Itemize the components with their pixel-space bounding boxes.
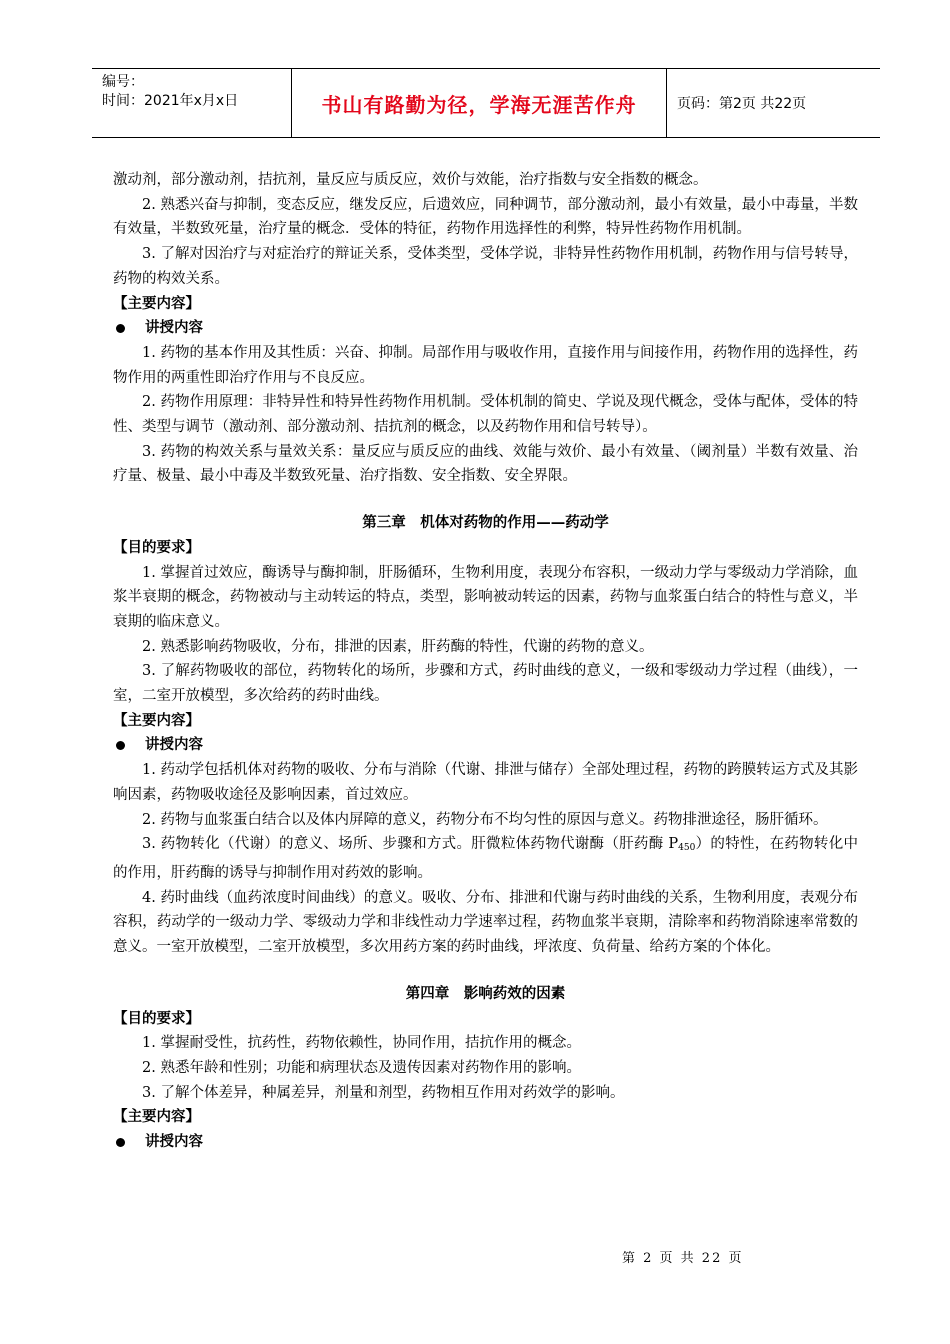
paragraph: 1. 药物的基本作用及其性质：兴奋、抑制。局部作用与吸收作用，直接作用与间接作用，药物作用的选择性，药物作用的两重性即治疗作用与不良反应。 (113, 344, 858, 386)
paragraph: 激动剂，部分激动剂，拮抗剂，量反应与质反应，效价与效能，治疗指数与安全指数的概念。 (113, 172, 708, 188)
header-meta (92, 69, 292, 137)
paragraph (113, 832, 858, 885)
chapter-title: 第四章 影响药效的因素 (405, 984, 566, 1002)
bullet-dot-icon (116, 324, 125, 333)
paragraph: 3. 了解个体差异，种属差异，剂量和剂型，药物相互作用对药效学的影响。 (142, 1084, 625, 1101)
paragraph-text: 3. 药物转化（代谢）的意义、场所、步骤和方式。肝微粒体药物代谢酶（肝药酶 P (142, 836, 679, 853)
bullet-dot-icon (116, 741, 125, 750)
paragraph: 2. 熟悉兴奋与抑制，变态反应，继发反应，后遗效应，同种调节，部分激动剂，最小有效量，最小中毒量，半数有效量，半数致死量，治疗量的概念．受体的特征，药物作用选择性的利弊，特异性药物作用机制。 (113, 196, 858, 238)
section-heading: 【主要内容】 (113, 1108, 200, 1126)
section-heading: 【主要内容】 (113, 711, 200, 729)
header-motto: 书山有路勤为径，学海无涯苦作舟 (292, 69, 667, 137)
paragraph: 2. 药物作用原理：非特异性和特异性药物作用机制。受体机制的简史、学说及现代概念，受体与配体，受体的特性、类型与调节（激动剂、部分激动剂、拮抗剂的概念，以及药物作用和信号转导）。 (113, 394, 858, 436)
paragraph-text: ）的特性，在药物转化中的作用，肝药酶的诱导与抑制作用对药效的影响。 (113, 836, 859, 881)
subscript: 450 (678, 843, 696, 854)
header-code-label: 编号： (102, 74, 144, 90)
paragraph: 3. 了解药物吸收的部位，药物转化的场所，步骤和方式，药时曲线的意义，一级和零级动力学过程（曲线），一室，二室开放模型，多次给药的药时曲线。 (113, 663, 858, 705)
chapter-title: 第三章 机体对药物的作用——药动学 (362, 514, 609, 532)
paragraph: 1. 掌握耐受性，抗药性，药物依赖性，协同作用，拮抗作用的概念。 (142, 1035, 581, 1052)
paragraph: 3. 了解对因治疗与对症治疗的辩证关系，受体类型，受体学说，非特异性药物作用机制，药物作用与信号转导，药物的构效关系。 (113, 246, 858, 287)
bullet-dot-icon (116, 1138, 125, 1147)
paragraph: 4. 药时曲线（血药浓度时间曲线）的意义。吸收、分布、排泄和代谢与药时曲线的关系，生物利用度，表观分布容积，药动学的一级动力学、零级动力学和非线性动力学速率过程，药物血浆半衰期，清除率和药物消除速率常数的意义。一室开放模型，二室开放模型，多次用药方案的药时曲线，坪浓度、负荷量、给药方案的个体化。 (113, 889, 858, 956)
bullet-label: 讲授内容 (145, 319, 203, 337)
bullet-item (113, 1130, 858, 1155)
header-time-label: 时间：2021年x月x日 (102, 93, 239, 109)
bullet-item (113, 733, 858, 758)
paragraph: 1. 掌握首过效应，酶诱导与酶抑制，肝肠循环，生物利用度，表现分布容积，一级动力学与零级动力学消除，血浆半衰期的概念，药物被动与主动转运的特点，类型，影响被动转运的因素，药物与血浆蛋白结合的特性与意义，半衰期的临床意义。 (113, 564, 858, 630)
header-page-label: 页码：第2页 共22页 (677, 96, 807, 112)
paragraph: 2. 熟悉年龄和性别；功能和病理状态及遗传因素对药物作用的影响。 (142, 1059, 581, 1076)
section-heading: 【目的要求】 (113, 1009, 200, 1027)
section-heading: 【主要内容】 (113, 294, 200, 312)
paragraph: 2. 熟悉影响药物吸收，分布，排泄的因素，肝药酶的特性，代谢的药物的意义。 (142, 638, 654, 655)
paragraph: 2. 药物与血浆蛋白结合以及体内屏障的意义，药物分布不均匀性的原因与意义。药物排泄途径，肠肝循环。 (142, 811, 828, 828)
page-footer: 第 2 页 共 22 页 (622, 1251, 744, 1266)
bullet-item (113, 316, 858, 341)
page-header (92, 68, 880, 138)
bullet-label: 讲授内容 (145, 1133, 203, 1151)
section-heading: 【目的要求】 (113, 538, 200, 556)
paragraph: 3. 药物的构效关系与量效关系：量反应与质反应的曲线、效能与效价、最小有效量、（阈剂量）半数有效量、治疗量、极量、最小中毒及半数致死量、治疗指数、安全指数、安全界限。 (113, 443, 858, 485)
bullet-label: 讲授内容 (145, 736, 203, 754)
document-body (113, 168, 858, 1155)
paragraph: 1. 药动学包括机体对药物的吸收、分布与消除（代谢、排泄与储存）全部处理过程，药物的跨膜转运方式及其影响因素，药物吸收途径及影响因素，首过效应。 (113, 762, 858, 803)
